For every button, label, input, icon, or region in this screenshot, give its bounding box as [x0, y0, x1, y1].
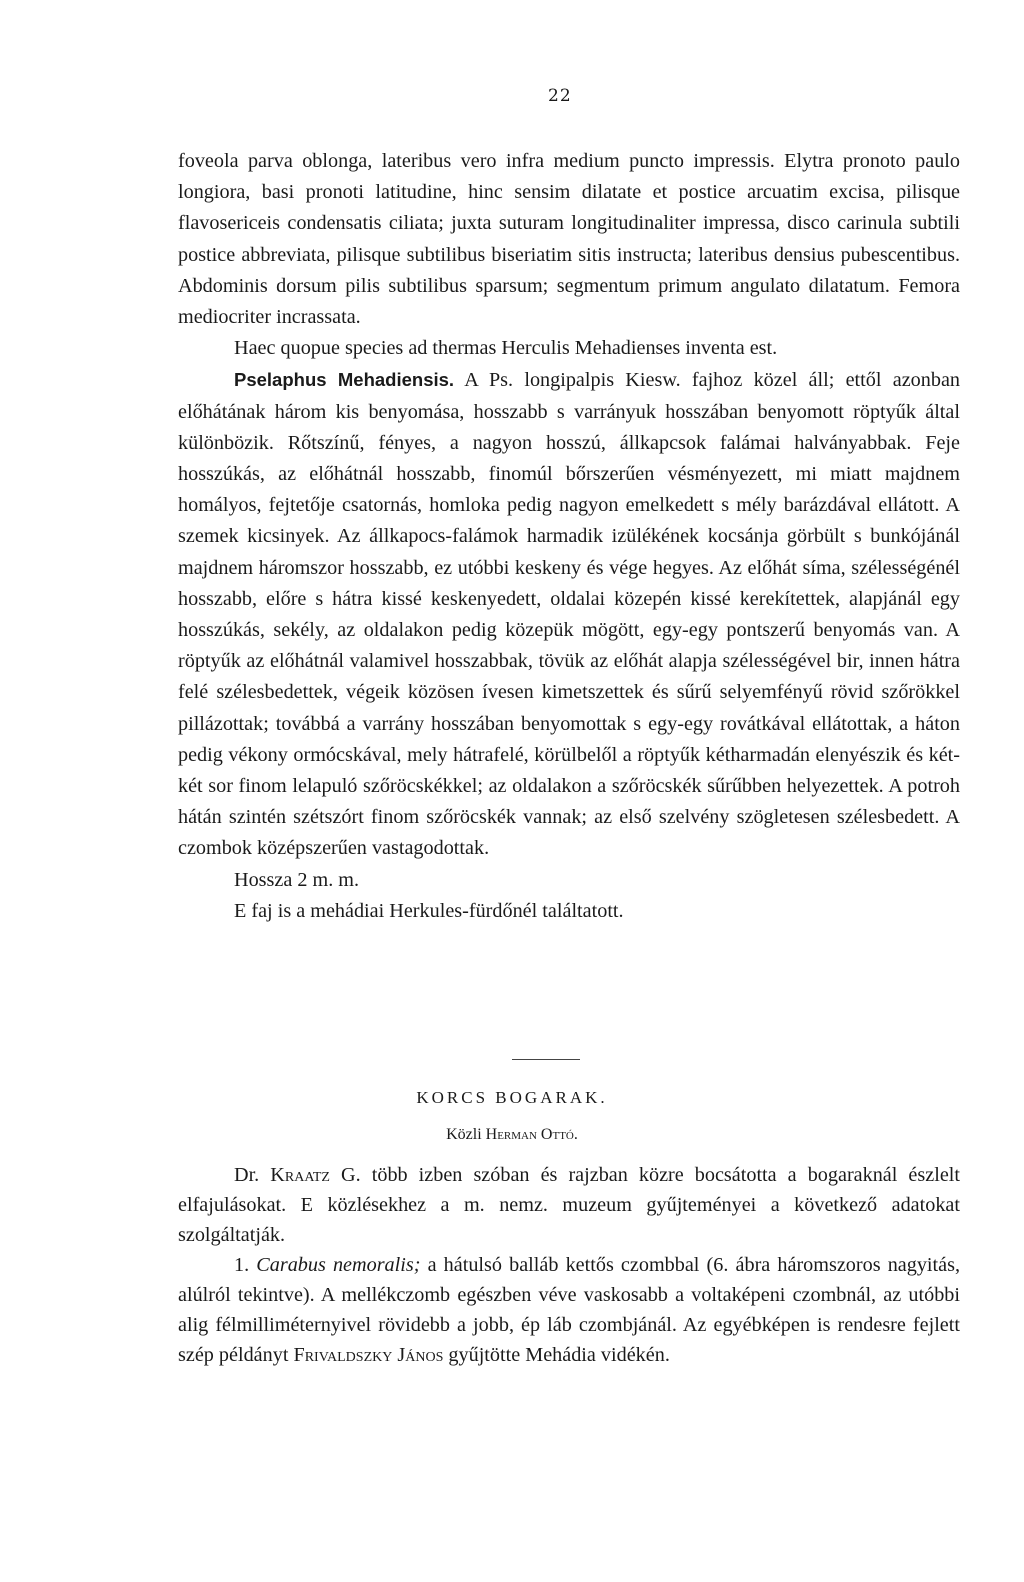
intro-text: G. több izben szóban és rajzban közre bocsátotta a bogaraknál észlelt elfajulásokat. E közlésekhez a m. nemz. muzeum gyűjteményei a következő adatokat szolgáltatják. [178, 1164, 960, 1246]
species-description-text: A Ps. longipalpis Kiesw. fajhoz közel áll; ettől azonban előhátának három kis benyomása, hosszabb s varrányuk hosszában benyomott röptyűk által különbözik. Rőtszínű, fényes, a nagyon hosszú, állkapcsok falámai halványabbak. Feje hosszúkás, az előhátnál hosszabb, finomúl bőrszerűen vésményezett, mi miatt majdnem homályos, fejtetője csatornás, homloka pedig nagyon emelkedett s mély barázdával ellátott. A szemek kicsinyek. Az állkapocs-falámok harmadik izülékének kocsánja görbült s bunkójánál majdnem háromszor hosszabb, ez utóbbi keskeny és vége hegyes. Az előhát síma, szélességénél hosszabb, előre s hátra kissé keskenyedett, oldalai közepén kissé kerekítettek, alapjánál egy hosszúkás, sekély, az oldalakon pedig közepük mögött, egy-egy pontszerű benyomás van. A röptyűk az előhátnál valamivel hosszabbak, tövük az előhát alapja szélességével bir, innen hátra felé szélesbedettek, végeik közösen ívesen kimetszettek és sűrű selyemfényű rövid szőrökkel pillázottak; továbbá a varrány hosszában benyomottak s egy-egy rovátkával ellátottak, a háton pedig vékony ormócskával, mely hátrafelé, körülbelől a röptyűk kétharmadán elenyészik és két-két sor finom lelapuló szőröcskékkel; az oldalakon a szőröcskék sűrűbben helyezettek. A potroh hátán szintén szétszórt finom szőröcskék vannak; az első szelvény szögletesen szélesbedett. A czombok középszerűen vastagodottak. [178, 369, 960, 860]
intro-author-name: Kraatz [270, 1164, 330, 1186]
author-prefix: Közli [446, 1126, 486, 1143]
paragraph-length: Hossza 2 m. m. [234, 868, 360, 891]
paragraph-latin-description: foveola parva oblonga, lateribus vero infra medium puncto impressis. Elytra pronoto paulo longiora, basi pronoti latitudine, hinc sensim dilatate et postice arcuatim excisa, pilisque flavosericeis condensatis ciliata; juxta suturam longitudinaliter impressa, disco carinula subtili postice abbreviata, pilisque subtilibus biseriatim sitis instructa; lateribus densius pubescentibus. Abdominis dorsum pilis subtilibus sparsum; segmentum primum angulato dilatatum. Femora mediocriter incrassata. [178, 150, 960, 329]
item-species-name: Carabus nemoralis; [256, 1254, 421, 1276]
paragraph-latin-locality: Haec quopue species ad thermas Herculis Mehadienses inventa est. [234, 337, 778, 360]
page-number: 22 [548, 86, 572, 106]
author-name: Herman Ottó. [485, 1126, 578, 1143]
paragraph-species-description [178, 364, 960, 864]
item-text-end: gyűjtötte Mehádia vidékén. [443, 1344, 670, 1366]
section-divider [512, 1059, 580, 1060]
intro-prefix: Dr. [234, 1164, 271, 1186]
main-text-block [178, 146, 960, 927]
section-paragraph-item-1 [178, 1250, 960, 1370]
section-paragraph-intro [178, 1160, 960, 1250]
paragraph-locality: E faj is a mehádiai Herkules-fürdőnél találtatott. [234, 899, 624, 922]
species-name: Pselaphus Mehadiensis. [234, 369, 455, 391]
item-number: 1. [234, 1254, 257, 1276]
collector-name: Frivaldszky János [293, 1344, 444, 1366]
section-text-block [178, 1160, 960, 1370]
item-text: a hátulsó balláb kettős czombbal (6. ábra háromszoros nagyitás, alúlról tekintve). A mellékczomb egészben véve vaskosabb a voltaképeni czombnál, az utóbbi alig félmilliméternyivel rövidebb a jobb, ép láb czombjánál. Az egyébképen is rendesre fejlett szép példányt [178, 1254, 961, 1366]
section-title: KORCS BOGARAK. [416, 1088, 608, 1107]
section-author [0, 1126, 1024, 1144]
